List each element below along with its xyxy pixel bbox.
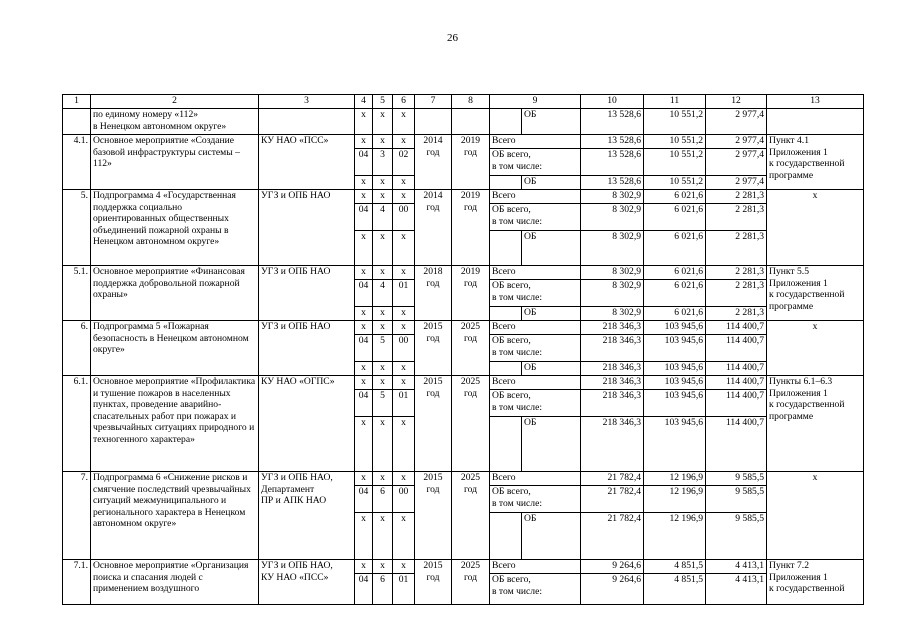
row-number: 4.1. xyxy=(63,135,91,190)
budget-code: x xyxy=(393,321,415,335)
row-note: Пункты 6.1–6.3 Приложения 1 к государственной программе xyxy=(767,376,864,472)
amount-year-2: 2 977,4 xyxy=(706,176,767,190)
start-year: 2015 год xyxy=(415,376,452,472)
budget-code: x xyxy=(373,362,393,376)
budget-code: x xyxy=(355,266,373,280)
amount-total: 9 264,6 xyxy=(581,560,644,574)
row-executor xyxy=(259,109,355,135)
budget-code: x xyxy=(393,560,415,574)
amount-year-2: 114 400,7 xyxy=(706,376,767,390)
budget-code: x xyxy=(373,176,393,190)
fin-spacer xyxy=(490,513,522,560)
budget-code: x xyxy=(393,513,415,560)
budget-code: x xyxy=(393,266,415,280)
budget-code: x xyxy=(393,231,415,266)
end-year: 2025 год xyxy=(452,376,490,472)
amount-year-1: 10 551,2 xyxy=(644,176,706,190)
row-executor: УГЗ и ОПБ НАО xyxy=(259,190,355,266)
budget-code: 04 xyxy=(355,335,373,362)
column-header: 11 xyxy=(644,95,706,109)
start-year: 2015 год xyxy=(415,472,452,560)
column-header: 5 xyxy=(373,95,393,109)
table-row xyxy=(63,376,864,390)
row-name: Основное мероприятие «Профилактика и тушение пожаров в населенных пунктах, проведение аварийно-спасательных работ при пожарах и чрезвычайных ситуациях природного и техногенного характера» xyxy=(91,376,259,472)
fin-source: ОБ всего, в том числе: xyxy=(490,390,581,417)
amount-year-2: 9 585,5 xyxy=(706,513,767,560)
page-number: 26 xyxy=(447,32,458,44)
budget-table xyxy=(62,94,864,605)
amount-year-1: 6 021,6 xyxy=(644,280,706,307)
budget-code: x xyxy=(393,176,415,190)
row-name: Подпрограмма 5 «Пожарная безопасность в Ненецком автономном округе» xyxy=(91,321,259,376)
fin-source: ОБ xyxy=(522,417,581,472)
row-note xyxy=(767,109,864,135)
table-row xyxy=(63,560,864,574)
budget-code: 01 xyxy=(393,574,415,605)
amount-year-1: 6 021,6 xyxy=(644,190,706,204)
row-name: по единому номеру «112» в Ненецком автономном округе» xyxy=(91,109,259,135)
amount-year-1: 6 021,6 xyxy=(644,266,706,280)
budget-code: 6 xyxy=(373,486,393,513)
amount-year-1: 12 196,9 xyxy=(644,486,706,513)
amount-year-1: 10 551,2 xyxy=(644,135,706,149)
amount-total: 21 782,4 xyxy=(581,486,644,513)
budget-code: x xyxy=(373,321,393,335)
row-executor: УГЗ и ОПБ НАО, Департамент ПР и АПК НАО xyxy=(259,472,355,560)
column-header: 10 xyxy=(581,95,644,109)
budget-code: x xyxy=(373,307,393,321)
amount-year-2: 2 281,3 xyxy=(706,231,767,266)
budget-code: x xyxy=(355,135,373,149)
amount-total: 13 528,6 xyxy=(581,149,644,176)
row-number xyxy=(63,109,91,135)
budget-code: x xyxy=(373,472,393,486)
amount-year-1: 10 551,2 xyxy=(644,109,706,135)
budget-code: x xyxy=(355,560,373,574)
row-name: Основное мероприятие «Создание базовой инфраструктуры системы – 112» xyxy=(91,135,259,190)
row-executor: УГЗ и ОПБ НАО xyxy=(259,321,355,376)
amount-year-1: 10 551,2 xyxy=(644,149,706,176)
amount-total: 13 528,6 xyxy=(581,135,644,149)
budget-code: 00 xyxy=(393,335,415,362)
row-number: 7. xyxy=(63,472,91,560)
table-row xyxy=(63,472,864,486)
fin-source: Всего xyxy=(490,560,581,574)
amount-year-1: 4 851,5 xyxy=(644,560,706,574)
amount-total: 9 264,6 xyxy=(581,574,644,605)
budget-code: 01 xyxy=(393,280,415,307)
budget-code: x xyxy=(373,266,393,280)
budget-code: x xyxy=(355,231,373,266)
fin-source: Всего xyxy=(490,472,581,486)
amount-year-1: 103 945,6 xyxy=(644,362,706,376)
budget-code: 6 xyxy=(373,574,393,605)
budget-code: x xyxy=(373,376,393,390)
column-header: 4 xyxy=(355,95,373,109)
amount-year-1: 6 021,6 xyxy=(644,204,706,231)
amount-year-2: 114 400,7 xyxy=(706,362,767,376)
row-note: Пункт 7.2 Приложения 1 к государственной xyxy=(767,560,864,605)
row-executor: КУ НАО «ОГПС» xyxy=(259,376,355,472)
budget-code: 02 xyxy=(393,149,415,176)
budget-code: 04 xyxy=(355,486,373,513)
amount-year-1: 6 021,6 xyxy=(644,231,706,266)
amount-total: 218 346,3 xyxy=(581,390,644,417)
fin-spacer xyxy=(490,231,522,266)
budget-code: x xyxy=(355,307,373,321)
amount-year-2: 2 281,3 xyxy=(706,204,767,231)
fin-source: Всего xyxy=(490,321,581,335)
fin-source: ОБ xyxy=(522,307,581,321)
amount-total: 8 302,9 xyxy=(581,307,644,321)
table-row xyxy=(63,266,864,280)
amount-year-2: 2 281,3 xyxy=(706,190,767,204)
budget-code: x xyxy=(393,376,415,390)
start-year: 2015 год xyxy=(415,560,452,605)
end-year: 2025 год xyxy=(452,472,490,560)
budget-code: x xyxy=(393,362,415,376)
fin-spacer xyxy=(490,417,522,472)
fin-source: ОБ xyxy=(522,176,581,190)
fin-source: ОБ всего, в том числе: xyxy=(490,280,581,307)
fin-source: Всего xyxy=(490,376,581,390)
fin-source: ОБ всего, в том числе: xyxy=(490,574,581,605)
table-row xyxy=(63,190,864,204)
amount-total: 218 346,3 xyxy=(581,335,644,362)
amount-year-2: 2 281,3 xyxy=(706,280,767,307)
amount-year-1: 103 945,6 xyxy=(644,390,706,417)
amount-year-1: 103 945,6 xyxy=(644,417,706,472)
column-header: 12 xyxy=(706,95,767,109)
amount-total: 8 302,9 xyxy=(581,231,644,266)
amount-year-2: 9 585,5 xyxy=(706,486,767,513)
start-year: 2014 год xyxy=(415,135,452,190)
amount-total: 218 346,3 xyxy=(581,362,644,376)
end-year: 2025 год xyxy=(452,560,490,605)
end-year: 2025 год xyxy=(452,321,490,376)
end-year: 2019 год xyxy=(452,190,490,266)
budget-code: x xyxy=(355,417,373,472)
column-header: 1 xyxy=(63,95,91,109)
fin-source: ОБ xyxy=(522,362,581,376)
start-year: 2014 год xyxy=(415,190,452,266)
fin-spacer xyxy=(490,362,522,376)
amount-year-2: 114 400,7 xyxy=(706,417,767,472)
row-number: 6.1. xyxy=(63,376,91,472)
amount-year-1: 12 196,9 xyxy=(644,472,706,486)
budget-code: x xyxy=(355,513,373,560)
row-note: х xyxy=(767,472,864,560)
budget-code: 5 xyxy=(373,335,393,362)
budget-code: 04 xyxy=(355,390,373,417)
row-note: Пункт 5.5 Приложения 1 к государственной программе xyxy=(767,266,864,321)
start-year xyxy=(415,109,452,135)
amount-total: 21 782,4 xyxy=(581,472,644,486)
column-header: 3 xyxy=(259,95,355,109)
amount-year-2: 4 413,1 xyxy=(706,560,767,574)
budget-code: 5 xyxy=(373,390,393,417)
fin-source: ОБ всего, в том числе: xyxy=(490,204,581,231)
budget-code: 04 xyxy=(355,149,373,176)
amount-total: 13 528,6 xyxy=(581,109,644,135)
budget-code: x xyxy=(393,190,415,204)
column-header: 2 xyxy=(91,95,259,109)
amount-year-1: 103 945,6 xyxy=(644,335,706,362)
fin-spacer xyxy=(490,307,522,321)
amount-total: 13 528,6 xyxy=(581,176,644,190)
amount-total: 21 782,4 xyxy=(581,513,644,560)
budget-code: x xyxy=(393,417,415,472)
start-year: 2015 год xyxy=(415,321,452,376)
table-row xyxy=(63,135,864,149)
row-note: х xyxy=(767,321,864,376)
budget-code: x xyxy=(393,472,415,486)
budget-code: x xyxy=(373,513,393,560)
table-row xyxy=(63,321,864,335)
amount-total: 8 302,9 xyxy=(581,204,644,231)
amount-total: 8 302,9 xyxy=(581,280,644,307)
budget-code: x xyxy=(373,109,393,135)
budget-code: x xyxy=(355,472,373,486)
amount-year-1: 103 945,6 xyxy=(644,321,706,335)
row-number: 6. xyxy=(63,321,91,376)
budget-code: x xyxy=(393,109,415,135)
budget-code: x xyxy=(373,190,393,204)
budget-code: 4 xyxy=(373,204,393,231)
row-executor: УГЗ и ОПБ НАО, КУ НАО «ПСС» xyxy=(259,560,355,605)
budget-code: 04 xyxy=(355,280,373,307)
row-name: Подпрограмма 6 «Снижение рисков и смягчение последствий чрезвычайных ситуаций межмуниципального и регионального характера в Ненецком автономном округе» xyxy=(91,472,259,560)
fin-source: ОБ xyxy=(522,109,581,135)
budget-code: x xyxy=(373,135,393,149)
budget-code: x xyxy=(355,109,373,135)
amount-year-2: 4 413,1 xyxy=(706,574,767,605)
fin-spacer xyxy=(490,109,522,135)
budget-code: x xyxy=(355,362,373,376)
amount-year-1: 12 196,9 xyxy=(644,513,706,560)
end-year: 2019 год xyxy=(452,135,490,190)
budget-code: x xyxy=(355,176,373,190)
fin-source: ОБ всего, в том числе: xyxy=(490,335,581,362)
amount-year-1: 103 945,6 xyxy=(644,376,706,390)
table-row xyxy=(63,109,864,135)
row-note: х xyxy=(767,190,864,266)
budget-code: 01 xyxy=(393,390,415,417)
amount-year-2: 114 400,7 xyxy=(706,390,767,417)
budget-code: x xyxy=(373,231,393,266)
amount-year-2: 114 400,7 xyxy=(706,321,767,335)
budget-code: 3 xyxy=(373,149,393,176)
row-name: Основное мероприятие «Организация поиска и спасания людей с применением воздушного xyxy=(91,560,259,605)
amount-total: 8 302,9 xyxy=(581,266,644,280)
row-number: 7.1. xyxy=(63,560,91,605)
amount-year-1: 4 851,5 xyxy=(644,574,706,605)
start-year: 2018 год xyxy=(415,266,452,321)
amount-total: 8 302,9 xyxy=(581,190,644,204)
amount-year-1: 6 021,6 xyxy=(644,307,706,321)
fin-source: Всего xyxy=(490,266,581,280)
budget-code: x xyxy=(373,417,393,472)
end-year: 2019 год xyxy=(452,266,490,321)
row-number: 5. xyxy=(63,190,91,266)
fin-source: ОБ xyxy=(522,513,581,560)
fin-source: Всего xyxy=(490,135,581,149)
row-note: Пункт 4.1 Приложения 1 к государственной программе xyxy=(767,135,864,190)
amount-year-2: 2 977,4 xyxy=(706,149,767,176)
budget-code: x xyxy=(393,135,415,149)
column-header: 8 xyxy=(452,95,490,109)
amount-year-2: 9 585,5 xyxy=(706,472,767,486)
amount-total: 218 346,3 xyxy=(581,376,644,390)
budget-code: 4 xyxy=(373,280,393,307)
amount-year-2: 2 281,3 xyxy=(706,266,767,280)
amount-year-2: 2 977,4 xyxy=(706,135,767,149)
column-header: 13 xyxy=(767,95,864,109)
budget-code: 04 xyxy=(355,574,373,605)
column-header: 7 xyxy=(415,95,452,109)
end-year xyxy=(452,109,490,135)
amount-total: 218 346,3 xyxy=(581,417,644,472)
budget-code: 04 xyxy=(355,204,373,231)
fin-source: ОБ xyxy=(522,231,581,266)
row-executor: УГЗ и ОПБ НАО xyxy=(259,266,355,321)
header-row xyxy=(63,95,864,109)
fin-source: Всего xyxy=(490,190,581,204)
budget-code: 00 xyxy=(393,204,415,231)
amount-year-2: 2 977,4 xyxy=(706,109,767,135)
budget-code: x xyxy=(355,321,373,335)
budget-code: x xyxy=(373,560,393,574)
column-header: 6 xyxy=(393,95,415,109)
row-name: Подпрограмма 4 «Государственная поддержка социально ориентированных общественных объединений пожарной охраны в Ненецком автономном округе» xyxy=(91,190,259,266)
fin-source: ОБ всего, в том числе: xyxy=(490,149,581,176)
row-number: 5.1. xyxy=(63,266,91,321)
amount-total: 218 346,3 xyxy=(581,321,644,335)
column-header: 9 xyxy=(490,95,581,109)
budget-code: x xyxy=(355,376,373,390)
fin-source: ОБ всего, в том числе: xyxy=(490,486,581,513)
budget-code: x xyxy=(393,307,415,321)
budget-code: 00 xyxy=(393,486,415,513)
amount-year-2: 2 281,3 xyxy=(706,307,767,321)
budget-code: x xyxy=(355,190,373,204)
fin-spacer xyxy=(490,176,522,190)
row-name: Основное мероприятие «Финансовая поддержка добровольной пожарной охраны» xyxy=(91,266,259,321)
row-executor: КУ НАО «ПСС» xyxy=(259,135,355,190)
amount-year-2: 114 400,7 xyxy=(706,335,767,362)
